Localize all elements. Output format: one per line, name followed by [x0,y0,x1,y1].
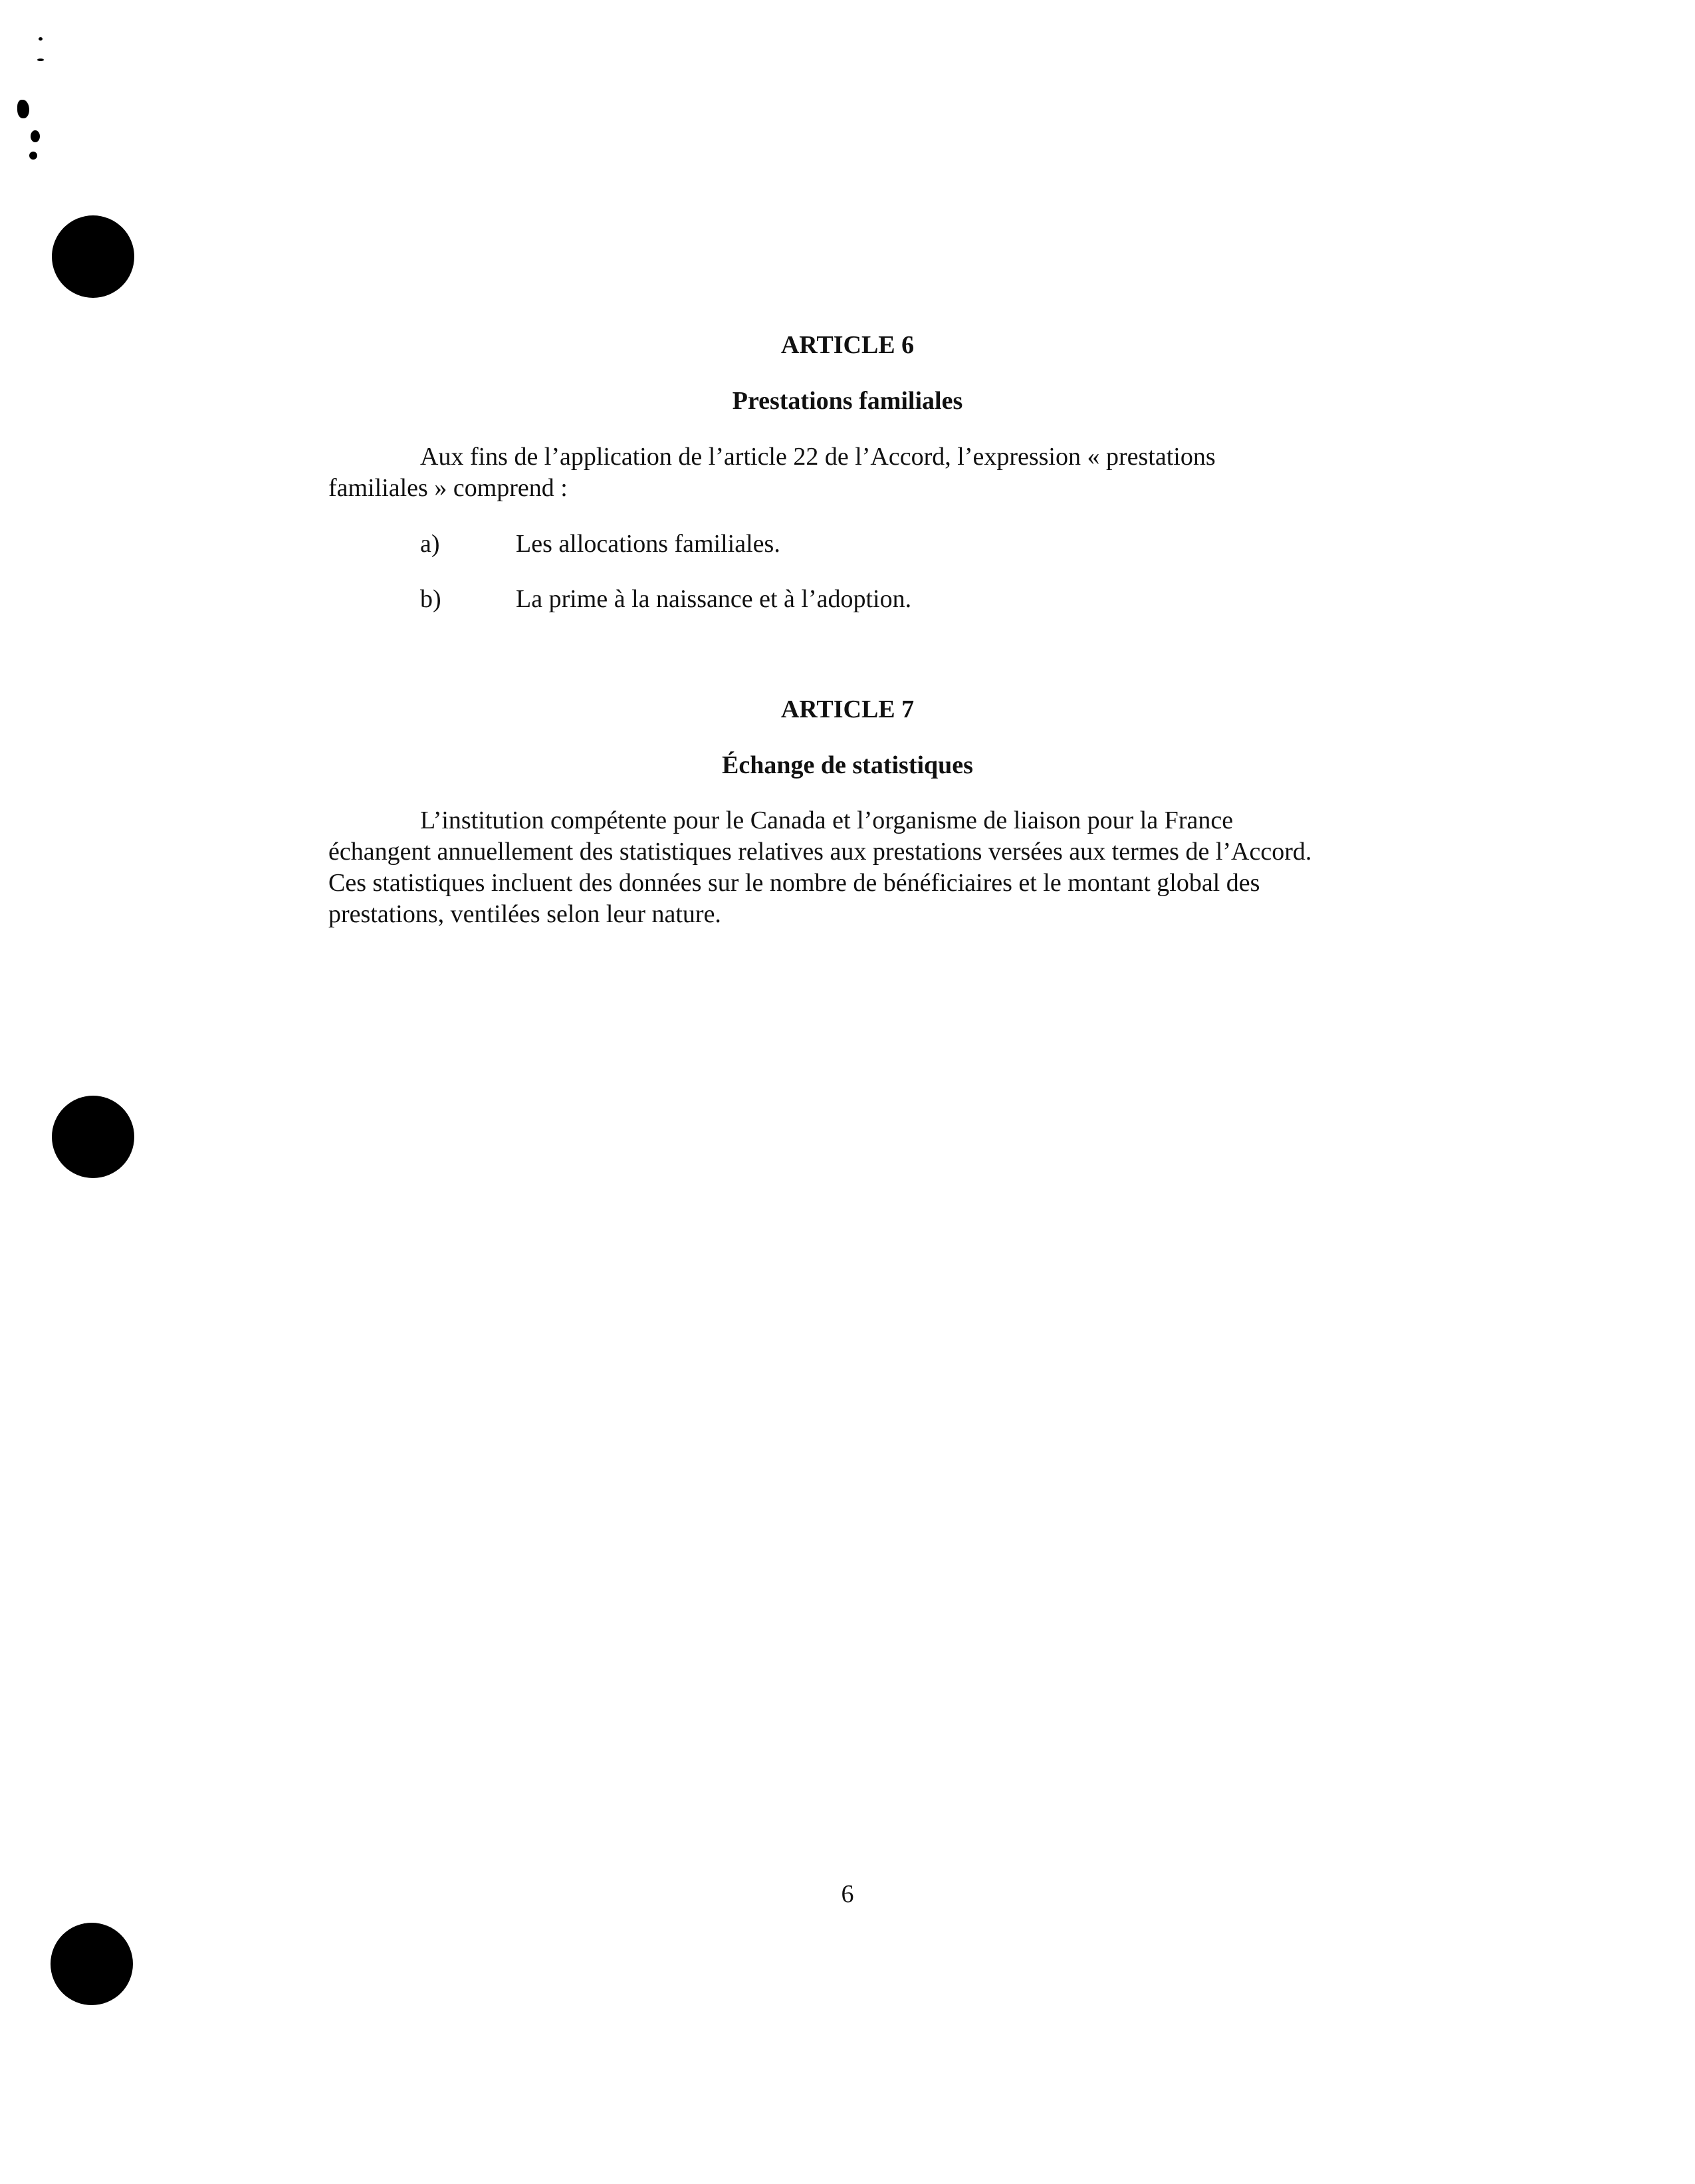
scan-speck [37,59,44,61]
article-7-heading: ARTICLE 7 [780,695,915,723]
page-number: 6 [841,1880,854,1908]
article-6-title: Prestations familiales [732,387,963,415]
scan-speck [29,152,37,160]
article-6-intro-line-1: Aux fins de l’application de l’article 22 de l’Accord, l’expression « prestations [420,443,1216,471]
scan-speck [17,100,29,118]
punch-hole-top [52,215,134,298]
punch-hole-bottom [51,1923,133,2005]
article-7-paragraph-line-3: Ces statistiques incluent des données sur le nombre de bénéficiaires et le montant global des [328,869,1260,897]
article-6-intro-line-2: familiales » comprend : [328,474,568,502]
list-marker-b: b) [420,585,441,613]
article-7-paragraph-line-4: prestations, ventilées selon leur nature. [328,900,721,928]
scan-speck [39,37,43,41]
article-7-paragraph-line-1: L’institution compétente pour le Canada et l’organisme de liaison pour la France [420,806,1234,834]
scan-speck [31,130,40,142]
list-item-b: La prime à la naissance et à l’adoption. [516,585,912,613]
list-marker-a: a) [420,530,440,558]
article-6-heading: ARTICLE 6 [780,331,915,359]
article-7-title: Échange de statistiques [722,751,973,779]
punch-hole-middle [52,1096,134,1178]
article-7-paragraph-line-2: échangent annuellement des statistiques relatives aux prestations versées aux termes de l’Accord. [328,838,1312,866]
list-item-a: Les allocations familiales. [516,530,780,558]
